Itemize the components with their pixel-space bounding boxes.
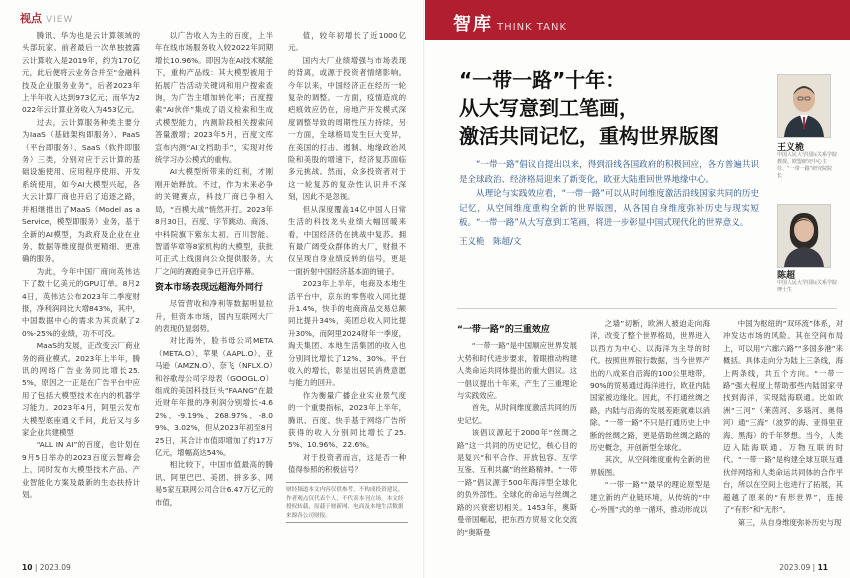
- lead-paragraph: 从理论与实践效应看，“一带一路”可以从时间维度激活沿线国家共同的历史记忆，从空间维度重构全新的世界版图，从各国自身维度弥补历史与现实短板。“一带一路”从大写意到工笔画，将进一步彰显中国式现代化的世界意义。: [459, 189, 759, 228]
- editor-note: 财经频道本文内容仅供参考，不构成投资建议。作者观点仅代表个人，不代表本刊立场。本文经授权转载，原载于财新网、电商及本地生活数据来源各公司财报。: [286, 482, 408, 523]
- right-column-1: [457, 318, 577, 556]
- section-header: [20, 10, 73, 26]
- paragraph: 过去，云计算服务种类主要分为IaaS（基础架构即服务）、PaaS（平台即服务）、SaaS（软件即服务）三类，分别对应于云计算的基础设施使用、应用程序使用、开发系统使用，如今AI大模型兴起，各大云计算厂商也开启了追逐之路，并相继推出了MaaS（Model as a Service，模型即服务）业务，基于全新的AI模型，为政府及企业在业务、数据等维度提供更精细、更准确的服务。: [22, 117, 140, 264]
- title-line: 激活共同记忆，重构世界版图: [459, 124, 719, 148]
- paragraph: 值，较年初增长了近1000亿元。: [288, 31, 406, 53]
- divider: [457, 308, 837, 309]
- paragraph: 以广告收入为主的百度，上半年在线市场服务收入较2022年同期增长10.96%。即因为在AI技术赋能下，重构产品线：其大模型被用于拓展广告活动关键词和用户搜索查询，为广告主增加转化率；百度搜索“AI伙伴”集成了语义检索和生成式模型能力，内测阶段相关搜索问答量激增；2023年5月，百度文库宣布内测“AI文档助手”，实现对传统学习办公模式的重构。: [155, 31, 273, 165]
- byline: 王义桅 陈超/文: [459, 236, 522, 247]
- paragraph: 对于投资者而言，这是否一种值得参照的积极信号？: [288, 452, 406, 475]
- section-title-en: VIEW: [46, 15, 74, 25]
- author-name: 王义桅: [777, 143, 805, 153]
- page-number: 10: [22, 563, 33, 572]
- paragraph: 相比较下，中国市值最高的腾讯、阿里巴巴、美团、拼多多、网易5家互联网公司合计6.47万亿元的市值，: [155, 460, 273, 507]
- paragraph: 腾讯、华为也是云计算领域的头部玩家。前者最后一次单独披露云计算收入是2019年，约为170亿元，此后便将云业务合并至“金融科技及企业服务业务”，后者2023年上半年收入达到973亿元；而华为2022年云计算业务收入为453亿元。: [22, 31, 140, 115]
- paragraph: 对比海外，脸书母公司META（META.O）、苹果（AAPL.O）、亚马逊（AMZN.O）、奈飞（NFLX.O）和谷歌母公司字母表（GOOGL.O）组成的美国科技巨头“FAANG”在最近财年年报的净利润分别增长-4.62%、-9.19%、268.97%、-8.09%、3.02%，但从2023年初至8月25日，其合计市值即增加了约17万亿元，增幅高达54%。: [155, 336, 273, 457]
- left-column-2: [155, 30, 273, 552]
- author-bio: 中国人民大学国际关系学院博士生: [777, 280, 838, 293]
- title-line: “一带一路”十年：: [459, 68, 626, 92]
- paragraph: 作为衡量广播企业实业景气度的一个重要指标，2023年上半年，腾讯、百度、快手基于网络广告所获得的收入分别同比增长了25.5%、10.96%、22.6%。: [288, 390, 406, 450]
- paragraph: 中国为枢纽的“双环流”体系，对冲发达市场的风险。其在空间布局上，可以用“六廊六路”“多国多港”来概括。具体走向分为陆上三条线，海上两条线，共五个方向。“一带一路”强大程度上帮助那些内陆国家寻找到海洋，实现陆海联通。比如欧洲“三河”（莱茵河、多瑙河、奥得河）通“三海”（波罗的海、亚得里亚海、黑海）的千年梦想。当今，人类迈入陆海联通、万物互联的时代。“一带一路”是构建全球互联互通伙伴网络和人类命运共同体的合作平台，所以在空间上也进行了拓展，其超越了原来的“有形世界”，连接了“有形”和“无形”。: [723, 319, 843, 515]
- subheading: 资本市场表现远超海外同行: [155, 283, 264, 294]
- issue-date: 2023.09: [779, 563, 811, 572]
- page-number-left: 10 | 2023.09: [22, 563, 71, 572]
- right-page: [425, 0, 850, 578]
- left-column-1: [22, 30, 140, 552]
- subheading: “一带一路”的三重效应: [457, 325, 550, 335]
- paragraph: 其次，从空间维度重构全新的世界版图。: [590, 455, 710, 477]
- right-column-3: [723, 318, 843, 556]
- paragraph: AI大模型所带来的红利，才刚刚开始释放。不过，作为未来必争的关键赛点，科技厂商已争相入局，“百模大战”悄然开打。2023年8月30日，百度、字节跳动、商汤、中科院旗下紫东太初、百川智能、智谱华章等8家机构的大模型，获批可正式上线面向公众提供服务，大厂之间的赛跑竞争已开启序幕。: [155, 167, 273, 276]
- brand-name: 智库: [453, 14, 493, 35]
- article-title: [459, 66, 759, 150]
- author-name: 陈超: [777, 271, 796, 281]
- page-number-right: 2023.09 | 11: [779, 563, 828, 572]
- section-title: 视点: [20, 12, 42, 25]
- paragraph: 国内大厂业绩增强与市场表现的背离，或源于投资者情绪影响。今年以来，中国经济正在经历一轮复杂的调整。一方面，疫情造成的疤痕效应仍在，房地产开发模式深度调整导致的周期性压力持续，另一方面，全球格局发生巨大变异，在美国的打击、遏制、地缘政治风险和美股的增速下，经济复苏面临多元挑战。然而，众多投资者对于这一轮复苏的复杂性认识并不深刻，因此不是忽视。: [288, 55, 406, 202]
- paragraph: 第三，从自身维度弥补历史与现: [737, 517, 842, 527]
- paragraph: 为此，今年中国厂商向英伟达下了数十亿美元的GPU订单。8月24日，英伟达公布2023年二季度财报，净利润同比大增843%，其中，中国数据中心的需求为其贡献了20%-25%的业绩，功不可没。: [22, 266, 140, 338]
- paragraph: 首先，从时间维度激活共同的历史记忆。: [457, 403, 577, 425]
- paragraph: MaaS的发展，正改变云厂商业务的商业模式。2023年上半年，腾讯的网络广告业务同比增长25.5%，原因之一正是在广告平台中应用了包括大模型技术在内的机器学习能力。2023年4月，阿里云发布大模型底座通义千问，此后又与多家企业共建模型: [22, 341, 140, 437]
- title-line: 从大写意到工笔画，: [459, 96, 639, 120]
- left-column-3: [288, 30, 406, 475]
- author-photo: [777, 204, 831, 268]
- paragraph: 2023年上半年，电商及本地生活平台中，京东的零售收入同比提升1.4%，快手的电商商品交易总额同比提升34%，美团总收入同比提升30%，而阿里2024财年一季度，淘天集团、本地生活集团的收入也分别同比增长了12%、30%。平台收入的增长，彰显出居民消费意愿与能力的回升。: [288, 279, 406, 388]
- paragraph: 之墙”切断，欧洲人被迫走向海洋，改变了整个世界格局，世界进入以西方为中心、以海洋为主导的时代。按照世界银行数据，当今世界产出的八成来自沿海的100公里地带，90%的贸易通过海洋进行，欧亚内陆国家被边缘化。因此，不打通丝绸之路，内陆与沿海的发展差距就难以消除。“一带一路”不只是打通历史上中断的丝绸之路，更是借助丝绸之路的历史概念，开创新型全球化。: [590, 319, 710, 453]
- author-bio: 中国人民大学国际关系学院教授、欧盟研究中心主任、“一带一路”研究院院长: [777, 152, 838, 179]
- right-column-2: [590, 318, 710, 556]
- paragraph: 尽管营收和净利等数据明显拉升，但资本市场，国内互联网大厂的表现仍显弱势。: [155, 299, 273, 333]
- article-lead: [459, 158, 759, 249]
- paragraph: “ALL IN AI”的百度，也计划在9月5日举办的2023百度云智峰会上，同时发布大模型技术产品、产业智能化方案及最新的生态扶持计划。: [22, 440, 140, 500]
- page-number: 11: [817, 563, 828, 572]
- brand-name-en: THINK TANK: [497, 22, 568, 33]
- paragraph: 该倡议源起于2000年“丝绸之路”这一共同的历史记忆，核心目的是复兴“和平合作、开放包容、互学互鉴、互利共赢”的丝路精神。“一带一路”倡议源于500年海洋型全球化的负外部性。全球化的命运与丝绸之路的兴衰密切相关。1453年，奥斯曼帝国崛起，把东西方贸易文化交流的“奥斯曼: [457, 428, 577, 537]
- brand-title: [453, 10, 567, 36]
- lead-paragraph: “一带一路”倡议自提出以来，得到沿线各国政府的积极回应，各方普遍共识是全球政治、经济格局迎来了新变化，欧亚大陆重回世界地缘中心。: [459, 160, 759, 185]
- paragraph: “一带一路”“最早的理论原型是建立新的产业链环境，从传统的“中心-外围”式的单一循环，推动形成以: [590, 480, 710, 515]
- paragraph: 但从深度覆盖14亿中国人日常生活的科技龙头业绩大幅回暖来看，中国经济仍在挑战中复苏。拥有最广阔受众群体的大厂，财报不仅呈现自身业绩反转的信号，更是一面折射中国经济基本面的镜子。: [288, 204, 406, 276]
- paragraph: “一带一路”是中国顺应世界发展大势和时代进步要求，着眼推动构建人类命运共同体提出的重大倡议。这一倡议提出十年来，产生了三重理论与实践效应。: [457, 341, 577, 401]
- issue-date: 2023.09: [39, 563, 71, 572]
- author-photo: [777, 74, 831, 138]
